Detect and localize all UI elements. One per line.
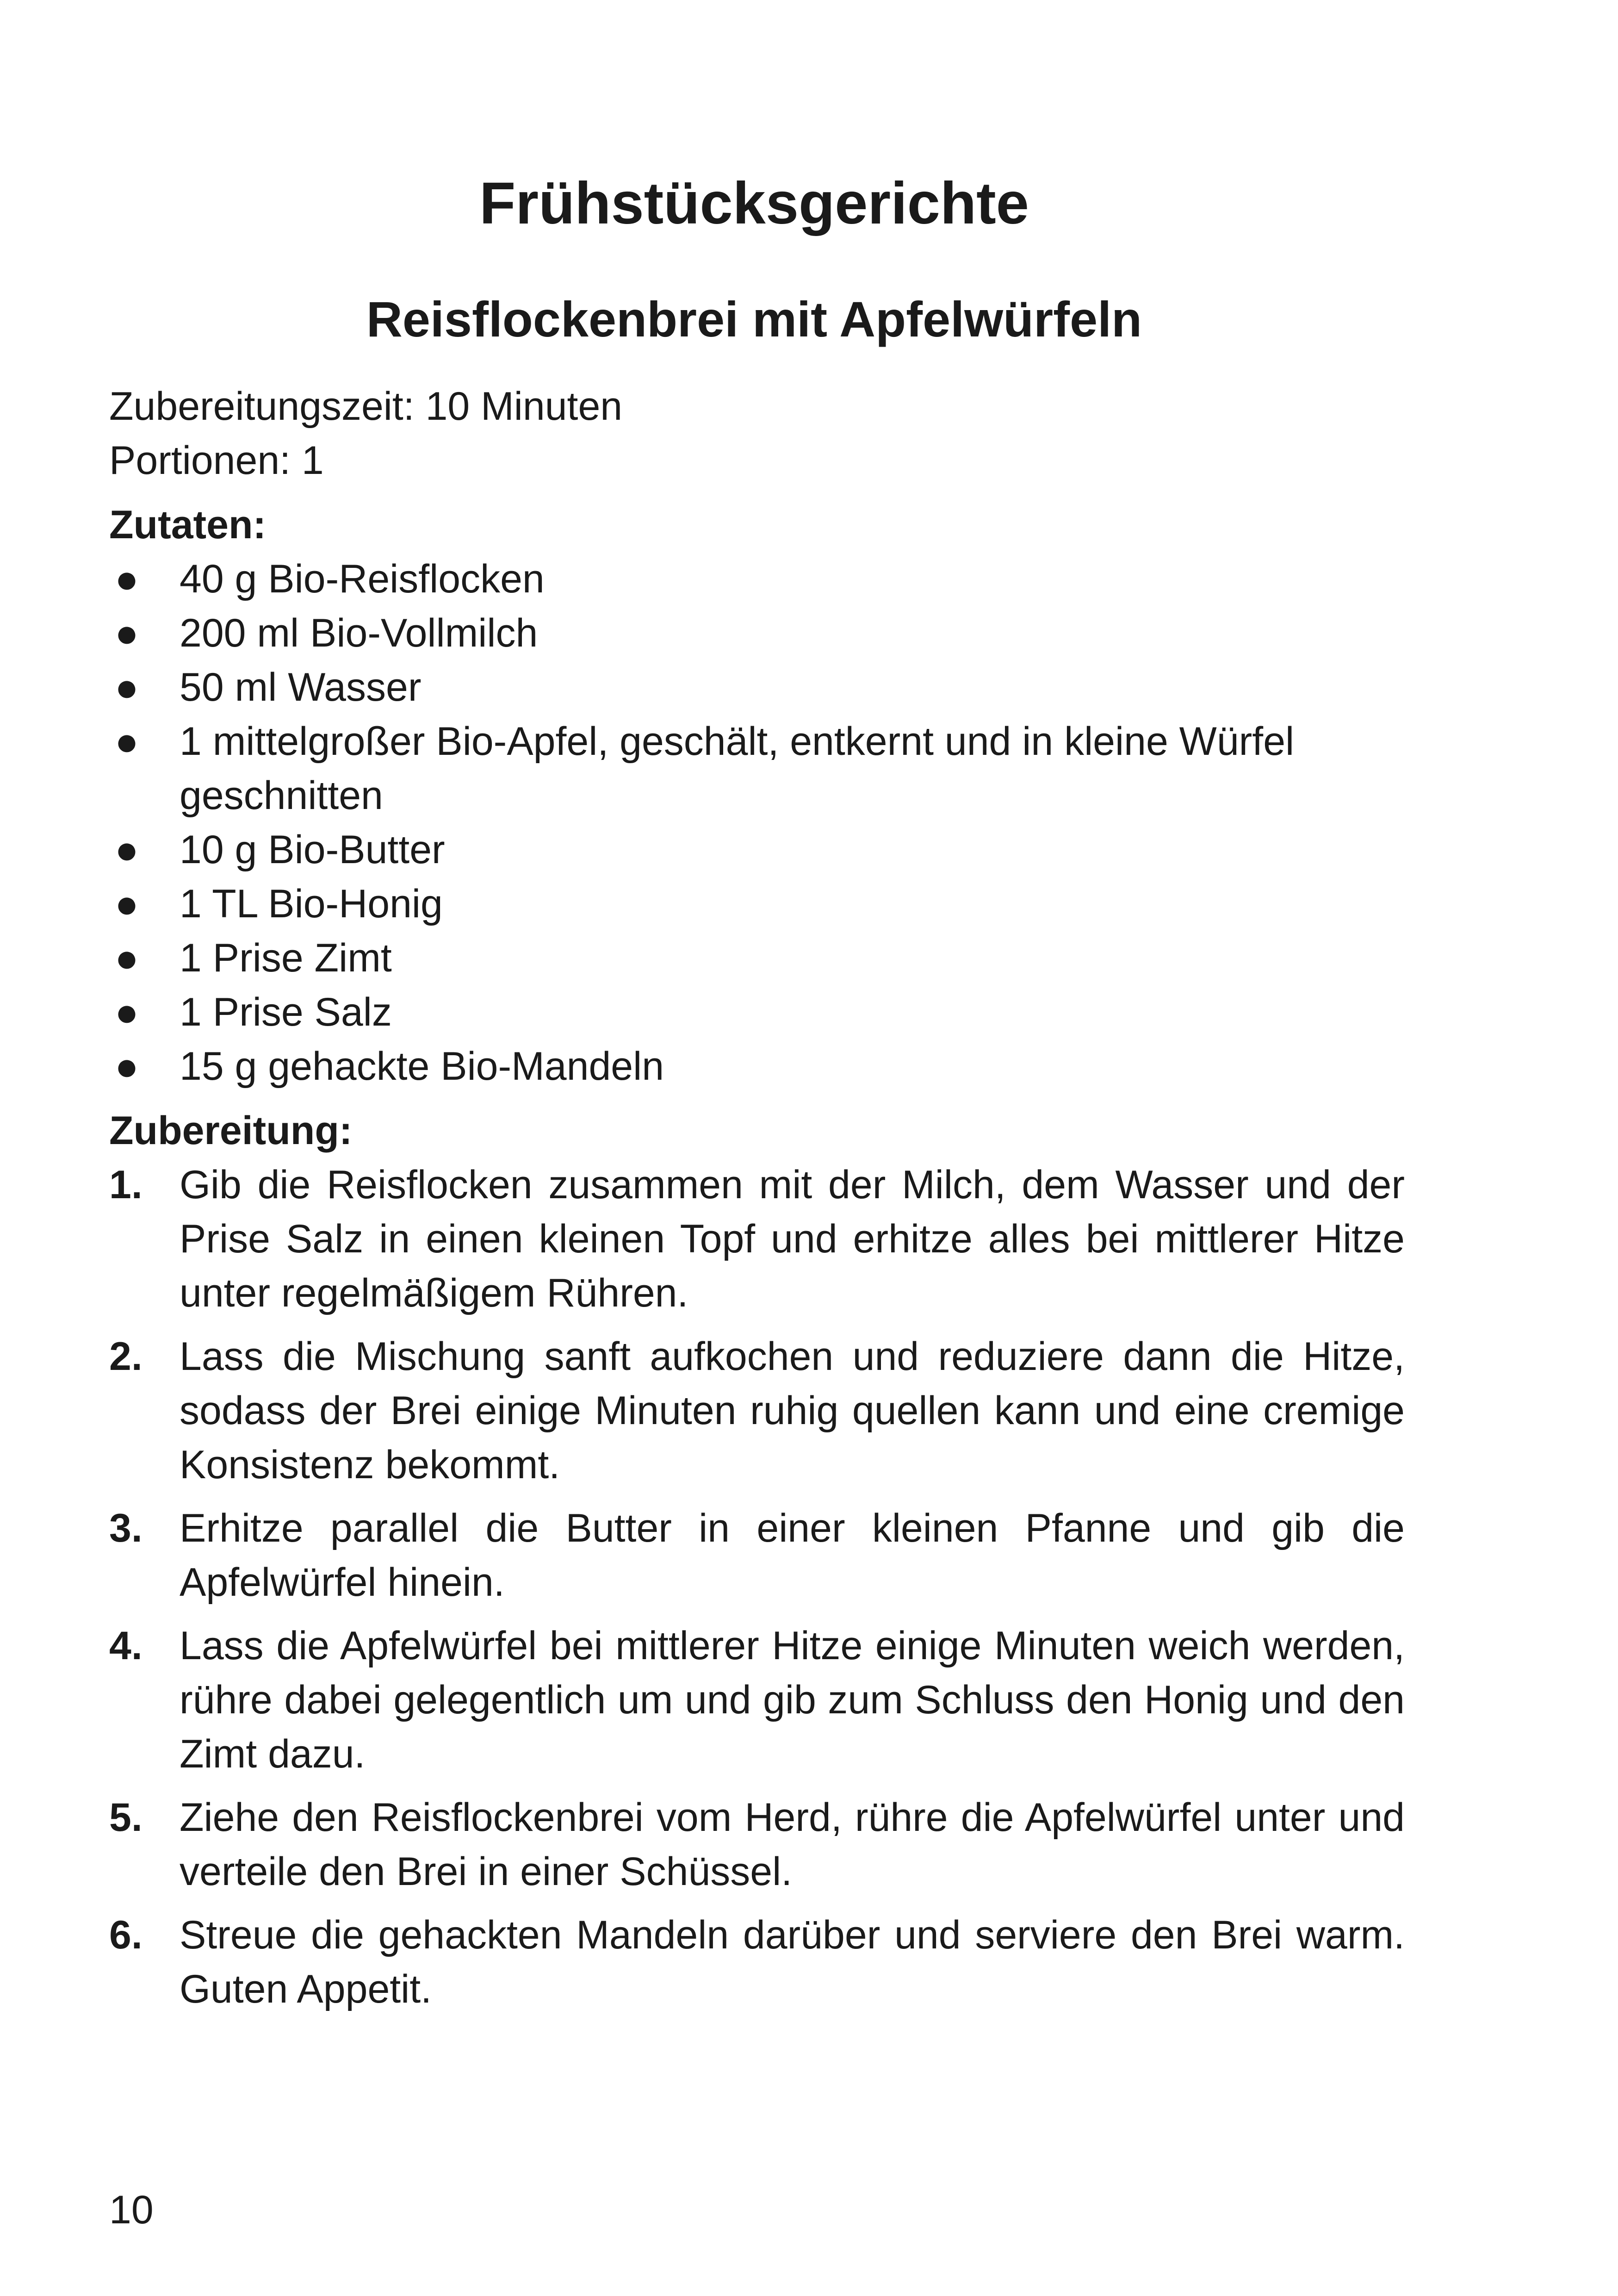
- ingredients-heading: Zutaten:: [109, 503, 267, 547]
- step-item: [109, 1791, 1405, 1899]
- ingredient-text: 40 g Bio-Reisflocken: [180, 557, 545, 601]
- step-item: [109, 1158, 1405, 1320]
- recipe-content: [109, 380, 1405, 2026]
- ingredient-item: [109, 715, 1405, 823]
- ingredient-text: 1 mittelgroßer Bio-Apfel, geschält, entkernt und in kleine Würfel geschnitten: [180, 719, 1295, 818]
- bullet-icon: ●: [115, 611, 139, 655]
- ingredient-item: [109, 552, 1405, 606]
- chapter-title: Frühstücksgerichte: [479, 170, 1029, 236]
- step-item: [109, 1330, 1405, 1492]
- step-item: [109, 1619, 1405, 1781]
- ingredient-item: [109, 823, 1405, 877]
- step-number: 1.: [109, 1163, 143, 1207]
- bullet-icon: ●: [115, 936, 139, 980]
- ingredient-item: [109, 931, 1405, 985]
- ingredient-text: 10 g Bio-Butter: [180, 828, 445, 872]
- step-item: [109, 1908, 1405, 2016]
- ingredient-item: [109, 877, 1405, 931]
- ingredient-item: [109, 660, 1405, 715]
- bullet-icon: ●: [115, 882, 139, 926]
- ingredient-text: 50 ml Wasser: [180, 665, 422, 709]
- ingredient-item: [109, 606, 1405, 660]
- ingredient-item: [109, 1039, 1405, 1094]
- step-number: 2.: [109, 1334, 143, 1379]
- preparation-heading: Zubereitung:: [109, 1108, 353, 1153]
- step-text: Lass die Apfelwürfel bei mittlerer Hitze einige Minuten weich werden, rühre dabei gelegentlich um und gib zum Schluss den Honig und den Zimt dazu.: [180, 1624, 1405, 1776]
- step-text: Erhitze parallel die Butter in einer kleinen Pfanne und gib die Apfelwürfel hinein.: [180, 1506, 1405, 1605]
- step-item: [109, 1501, 1405, 1610]
- ingredient-text: 1 Prise Salz: [180, 990, 392, 1034]
- preparation-steps: [109, 1158, 1405, 2016]
- ingredient-item: [109, 985, 1405, 1039]
- step-number: 5.: [109, 1795, 143, 1840]
- ingredient-text: 15 g gehackte Bio-Mandeln: [180, 1044, 664, 1089]
- step-number: 6.: [109, 1913, 143, 1957]
- ingredient-text: 1 TL Bio-Honig: [180, 882, 443, 926]
- ingredient-text: 1 Prise Zimt: [180, 936, 392, 980]
- bullet-icon: ●: [115, 1044, 139, 1089]
- step-text: Lass die Mischung sanft aufkochen und reduziere dann die Hitze, sodass der Brei einige Minuten ruhig quellen kann und eine cremige Konsistenz bekommt.: [180, 1334, 1405, 1487]
- step-text: Streue die gehackten Mandeln darüber und serviere den Brei warm. Guten Appetit.: [180, 1913, 1405, 2011]
- bullet-icon: ●: [115, 665, 139, 709]
- page-number: 10: [109, 2188, 154, 2232]
- portions: Portionen: 1: [109, 438, 324, 483]
- step-number: 4.: [109, 1624, 143, 1668]
- bullet-icon: ●: [115, 990, 139, 1034]
- ingredient-text: 200 ml Bio-Vollmilch: [180, 611, 538, 655]
- ingredients-list: [109, 552, 1405, 1094]
- step-text: Ziehe den Reisflockenbrei vom Herd, rühre die Apfelwürfel unter und verteile den Brei in einer Schüssel.: [180, 1795, 1405, 1894]
- step-number: 3.: [109, 1506, 143, 1550]
- prep-time: Zubereitungszeit: 10 Minuten: [109, 384, 623, 429]
- bullet-icon: ●: [115, 557, 139, 601]
- recipe-title: Reisflockenbrei mit Apfelwürfeln: [366, 291, 1142, 347]
- bullet-icon: ●: [115, 828, 139, 872]
- step-text: Gib die Reisflocken zusammen mit der Milch, dem Wasser und der Prise Salz in einen kleinen Topf und erhitze alles bei mittlerer Hitze unter regelmäßigem Rühren.: [180, 1163, 1405, 1315]
- bullet-icon: ●: [115, 719, 139, 764]
